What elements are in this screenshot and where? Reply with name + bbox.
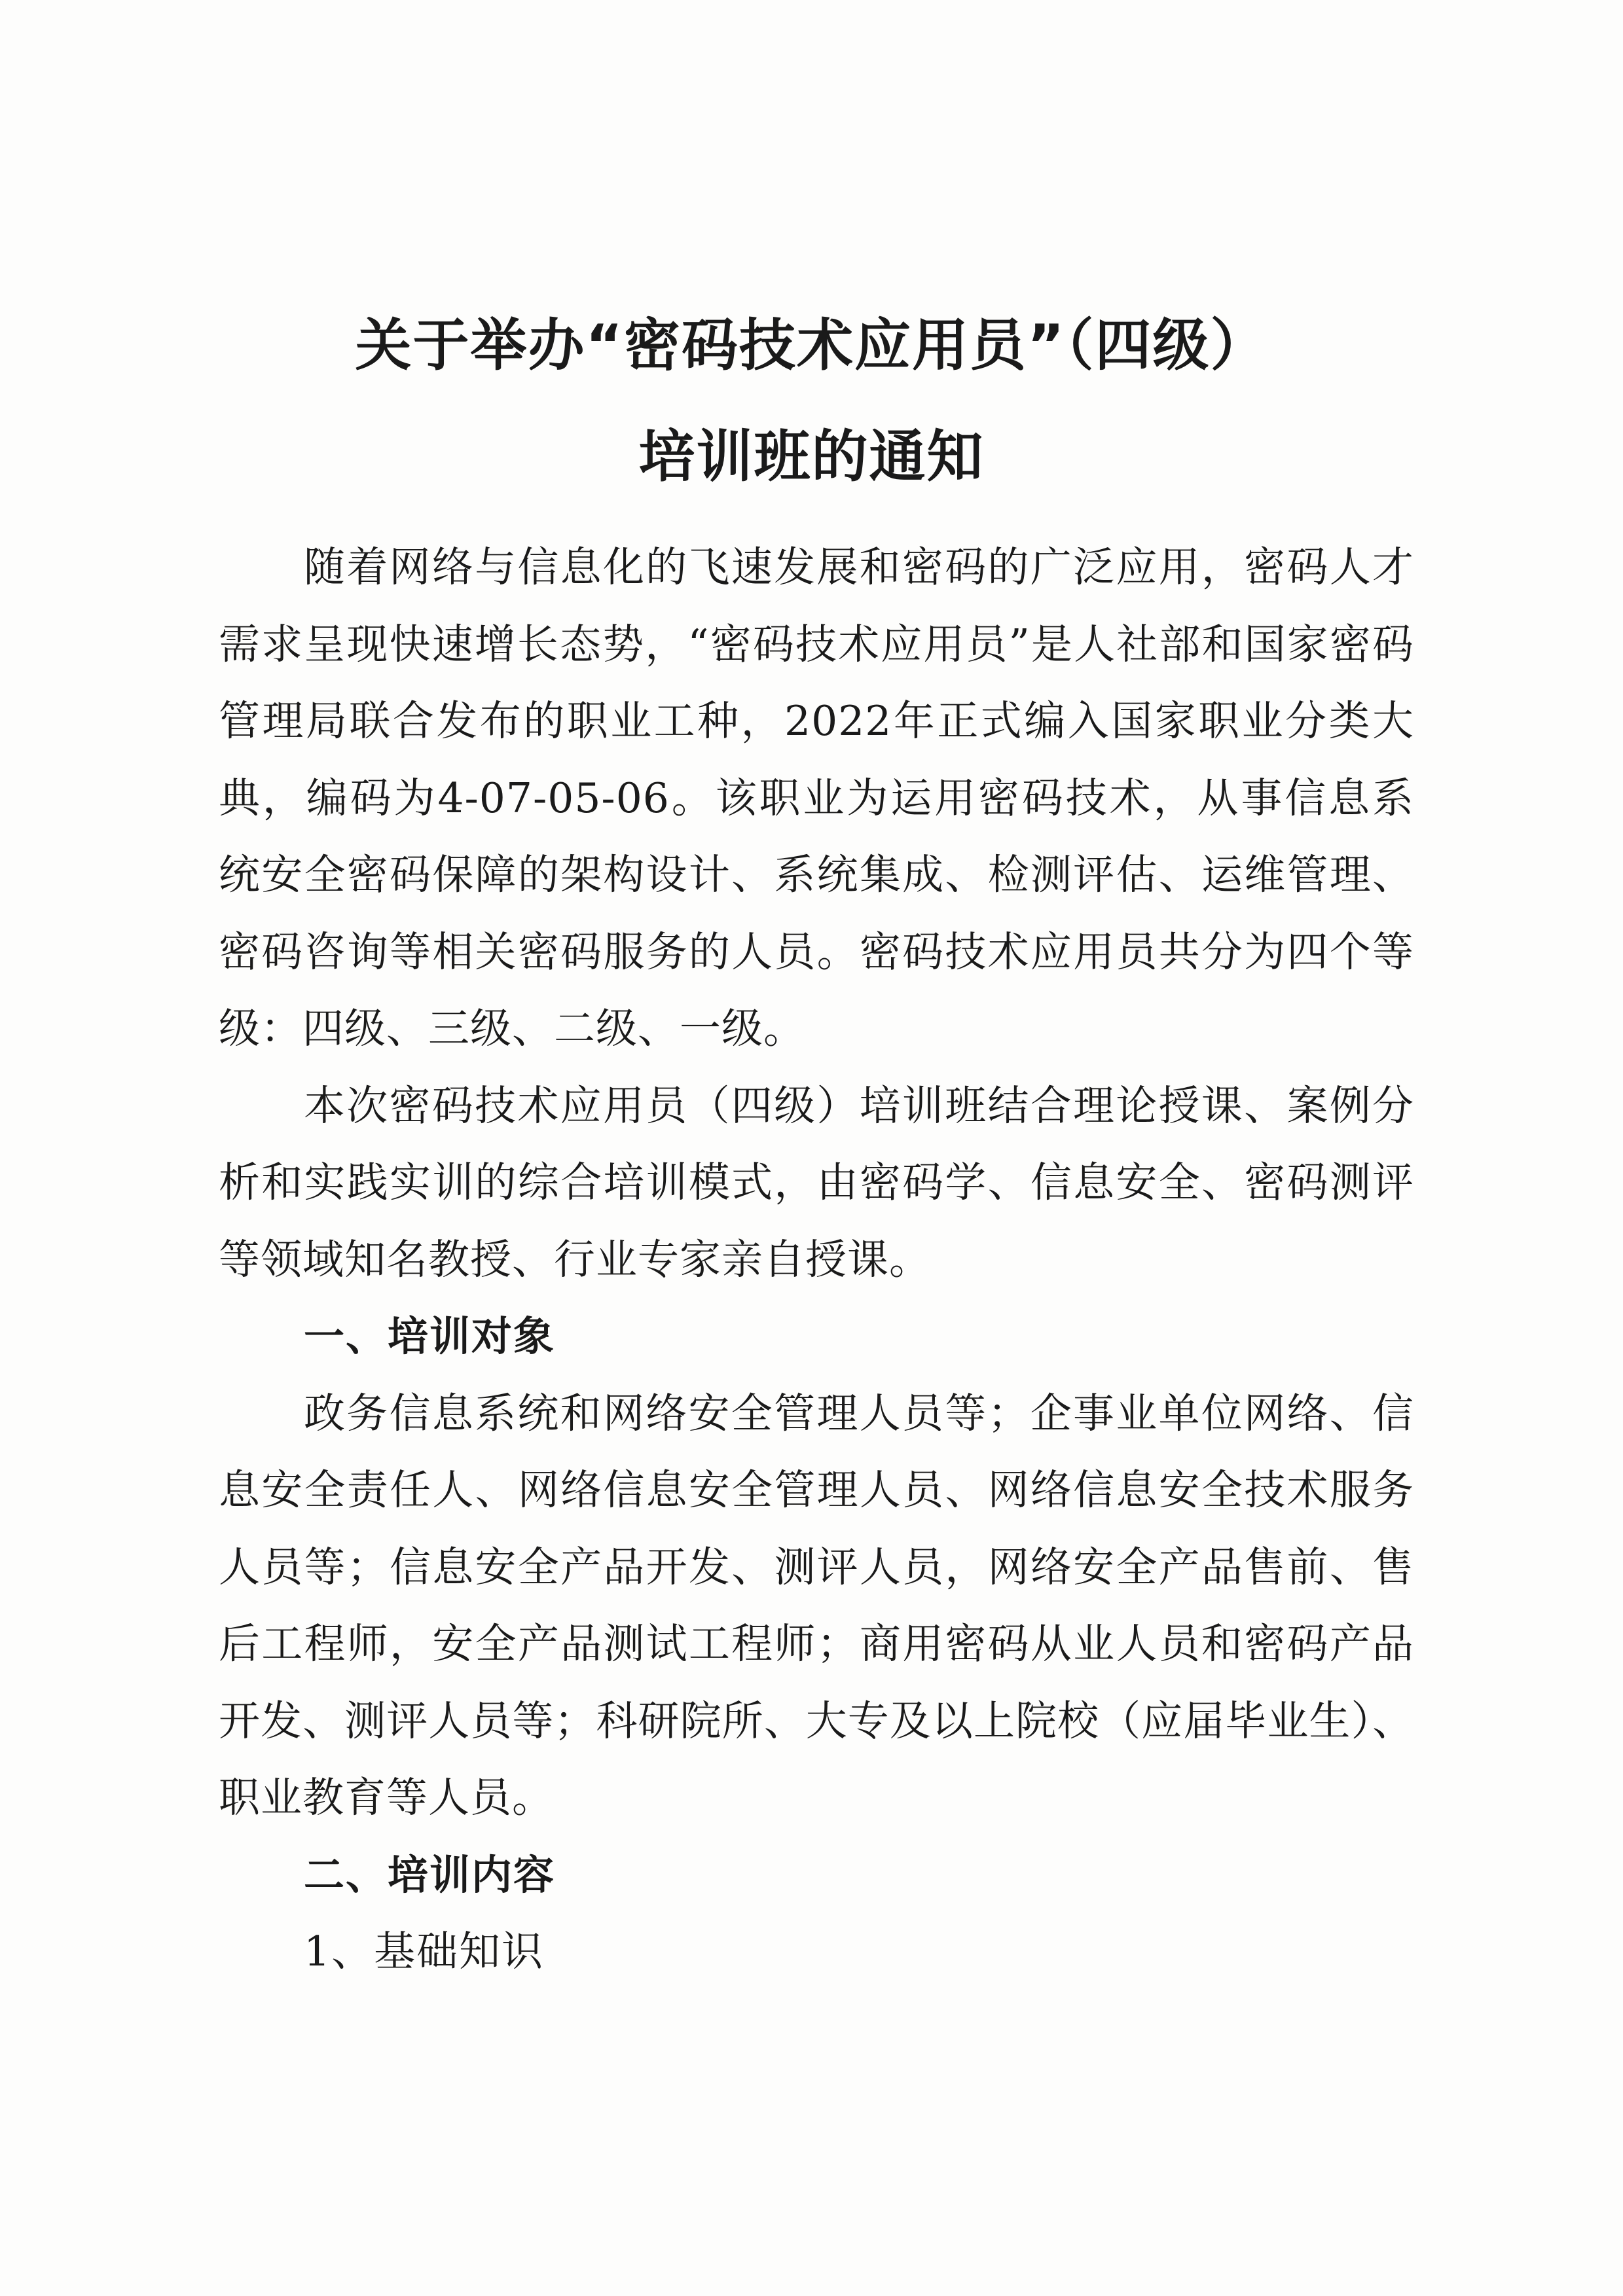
content-item-basic-knowledge: 1、基础知识 bbox=[304, 1928, 545, 1975]
document-body bbox=[219, 529, 1414, 1990]
intro-paragraph: 随着网络与信息化的飞速发展和密码的广泛应用，密码人才需求呈现快速增长态势，“密码技术应用员”是人社部和国家密码管理局联合发布的职业工种，2022年正式编入国家职业分类大典，编码为4-07-05-06。该职业为运用密码技术，从事信息系统安全密码保障的架构设计、系统集成、检测评估、运维管理、密码咨询等相关密码服务的人员。密码技术应用员共分为四个等级：四级、三级、二级、一级。 bbox=[219, 543, 1414, 1052]
section-heading-training-target: 一、培训对象 bbox=[304, 1312, 556, 1360]
document-title-line-2: 培训班的通知 bbox=[638, 424, 985, 490]
training-target-paragraph: 政务信息系统和网络安全管理人员等；企事业单位网络、信息安全责任人、网络信息安全管理人员、网络信息安全技术服务人员等；信息安全产品开发、测评人员，网络安全产品售前、售后工程师，安全产品测试工程师；商用密码从业人员和密码产品开发、测评人员等；科研院所、大专及以上院校（应届毕业生）、职业教育等人员。 bbox=[219, 1389, 1414, 1821]
document-title-line-1: 关于举办“密码技术应用员”（四级） bbox=[355, 313, 1268, 378]
section-heading-training-content: 二、培训内容 bbox=[304, 1850, 556, 1899]
course-description-paragraph: 本次密码技术应用员（四级）培训班结合理论授课、案例分析和实践实训的综合培训模式，由密码学、信息安全、密码测评等领域知名教授、行业专家亲自授课。 bbox=[219, 1081, 1414, 1283]
